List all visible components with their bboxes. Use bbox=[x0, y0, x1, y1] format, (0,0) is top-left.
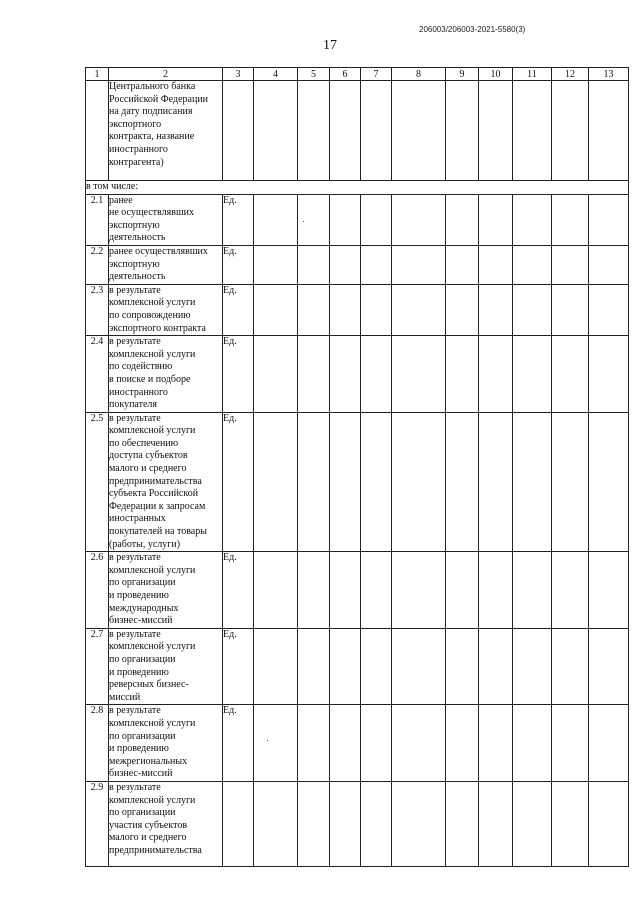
row-description: в результате комплексной услуги по организации и проведению межрегиональных бизнес-миссий bbox=[109, 705, 223, 782]
empty-value-cell bbox=[298, 336, 330, 413]
empty-value-cell bbox=[552, 781, 589, 866]
column-number: 10 bbox=[479, 68, 513, 81]
row-number: 2.9 bbox=[86, 781, 109, 866]
row-description: в результате комплексной услуги по сопровождению экспортного контракта bbox=[109, 284, 223, 335]
column-number: 6 bbox=[330, 68, 361, 81]
empty-value-cell bbox=[298, 781, 330, 866]
empty-value-cell bbox=[446, 284, 479, 335]
empty-value-cell bbox=[513, 552, 552, 629]
empty-value-cell bbox=[361, 412, 392, 552]
empty-value-cell bbox=[392, 705, 446, 782]
empty-value-cell bbox=[361, 284, 392, 335]
empty-value-cell bbox=[298, 245, 330, 284]
row-number: 2.3 bbox=[86, 284, 109, 335]
column-number: 12 bbox=[552, 68, 589, 81]
empty-value-cell bbox=[330, 284, 361, 335]
scan-speck bbox=[267, 740, 268, 741]
empty-value-cell bbox=[513, 705, 552, 782]
empty-value-cell bbox=[330, 628, 361, 705]
table-row bbox=[86, 781, 629, 866]
column-number-row bbox=[86, 68, 629, 81]
empty-value-cell bbox=[479, 705, 513, 782]
row-unit: Ед. bbox=[223, 705, 254, 782]
column-number: 3 bbox=[223, 68, 254, 81]
empty-value-cell bbox=[361, 552, 392, 629]
table-row bbox=[86, 628, 629, 705]
row-unit: Ед. bbox=[223, 336, 254, 413]
empty-value-cell bbox=[330, 194, 361, 245]
empty-value-cell bbox=[589, 781, 629, 866]
empty-value-cell bbox=[254, 552, 298, 629]
empty-value-cell bbox=[513, 245, 552, 284]
row-description: в результате комплексной услуги по организации и проведению реверсных бизнес- миссий bbox=[109, 628, 223, 705]
row-number: 2.2 bbox=[86, 245, 109, 284]
empty-value-cell bbox=[589, 336, 629, 413]
row-unit: Ед. bbox=[223, 245, 254, 284]
empty-value-cell bbox=[254, 336, 298, 413]
row-description: в результате комплексной услуги по организации и проведению международных бизнес-миссий bbox=[109, 552, 223, 629]
empty-value-cell bbox=[479, 336, 513, 413]
empty-value-cell bbox=[298, 628, 330, 705]
empty-value-cell bbox=[589, 194, 629, 245]
empty-value-cell bbox=[392, 194, 446, 245]
empty-value-cell bbox=[513, 336, 552, 413]
empty-value-cell bbox=[589, 552, 629, 629]
continuation-row bbox=[86, 81, 629, 181]
row-description: в результате комплексной услуги по обеспечению доступа субъектов малого и среднего предпринимательства субъекта Российской Федерации к запросам иностранных покупателей на товары (работы, услуги) bbox=[109, 412, 223, 552]
empty-value-cell bbox=[392, 284, 446, 335]
empty-value-cell bbox=[361, 245, 392, 284]
empty-value-cell bbox=[552, 245, 589, 284]
empty-value-cell bbox=[589, 412, 629, 552]
empty-value-cell bbox=[446, 336, 479, 413]
column-number: 9 bbox=[446, 68, 479, 81]
column-number: 11 bbox=[513, 68, 552, 81]
table-row bbox=[86, 194, 629, 245]
empty-value-cell bbox=[446, 781, 479, 866]
report-table bbox=[85, 67, 629, 867]
empty-value-cell bbox=[479, 194, 513, 245]
empty-value-cell bbox=[552, 284, 589, 335]
document-id: 206003/206003-2021-5580(3) bbox=[419, 25, 526, 34]
empty-value-cell bbox=[479, 412, 513, 552]
empty-value-cell bbox=[330, 245, 361, 284]
row-unit: Ед. bbox=[223, 284, 254, 335]
row-description: в результате комплексной услуги по организации участия субъектов малого и среднего предпринимательства bbox=[109, 781, 223, 866]
row-unit: Ед. bbox=[223, 552, 254, 629]
empty-value-cell bbox=[254, 245, 298, 284]
row-description: в результате комплексной услуги по содействию в поиске и подборе иностранного покупателя bbox=[109, 336, 223, 413]
empty-value-cell bbox=[254, 194, 298, 245]
table-row bbox=[86, 705, 629, 782]
row-number: 2.7 bbox=[86, 628, 109, 705]
empty-value-cell bbox=[298, 412, 330, 552]
row-number: 2.6 bbox=[86, 552, 109, 629]
empty-value-cell bbox=[254, 628, 298, 705]
column-number: 8 bbox=[392, 68, 446, 81]
empty-value-cell bbox=[330, 412, 361, 552]
empty-value-cell bbox=[298, 552, 330, 629]
column-number: 4 bbox=[254, 68, 298, 81]
empty-value-cell bbox=[446, 552, 479, 629]
empty-value-cell bbox=[392, 245, 446, 284]
empty-value-cell bbox=[392, 412, 446, 552]
column-number: 5 bbox=[298, 68, 330, 81]
including-label: в том числе: bbox=[86, 181, 629, 195]
row-unit: Ед. bbox=[223, 412, 254, 552]
empty-value-cell bbox=[254, 705, 298, 782]
empty-value-cell bbox=[552, 705, 589, 782]
empty-value-cell bbox=[589, 705, 629, 782]
row-number: 2.5 bbox=[86, 412, 109, 552]
empty-value-cell bbox=[552, 336, 589, 413]
empty-value-cell bbox=[552, 628, 589, 705]
row-unit: Ед. bbox=[223, 628, 254, 705]
table-row bbox=[86, 336, 629, 413]
row-number: 2.4 bbox=[86, 336, 109, 413]
empty-value-cell bbox=[589, 628, 629, 705]
empty-value-cell bbox=[361, 194, 392, 245]
empty-value-cell bbox=[479, 284, 513, 335]
page-number: 17 bbox=[323, 38, 337, 53]
empty-value-cell bbox=[330, 336, 361, 413]
empty-value-cell bbox=[330, 781, 361, 866]
empty-value-cell bbox=[513, 194, 552, 245]
empty-value-cell bbox=[392, 781, 446, 866]
empty-value-cell bbox=[361, 705, 392, 782]
table-row bbox=[86, 412, 629, 552]
empty-value-cell bbox=[330, 552, 361, 629]
empty-value-cell bbox=[330, 705, 361, 782]
row-unit bbox=[223, 781, 254, 866]
column-number: 13 bbox=[589, 68, 629, 81]
empty-value-cell bbox=[446, 245, 479, 284]
empty-value-cell bbox=[552, 412, 589, 552]
empty-value-cell bbox=[392, 336, 446, 413]
column-number: 7 bbox=[361, 68, 392, 81]
empty-value-cell bbox=[254, 412, 298, 552]
empty-value-cell bbox=[479, 628, 513, 705]
empty-value-cell bbox=[479, 245, 513, 284]
empty-value-cell bbox=[254, 284, 298, 335]
empty-value-cell bbox=[513, 781, 552, 866]
empty-value-cell bbox=[446, 194, 479, 245]
empty-value-cell bbox=[446, 705, 479, 782]
empty-value-cell bbox=[392, 552, 446, 629]
empty-value-cell bbox=[361, 336, 392, 413]
row-unit: Ед. bbox=[223, 194, 254, 245]
continuation-text: Центрального банка Российской Федерации на дату подписания экспортного контракта, название иностранного контрагента) bbox=[109, 81, 223, 181]
empty-value-cell bbox=[361, 781, 392, 866]
empty-value-cell bbox=[298, 194, 330, 245]
including-row bbox=[86, 181, 629, 195]
empty-value-cell bbox=[479, 781, 513, 866]
table-row bbox=[86, 245, 629, 284]
row-number: 2.1 bbox=[86, 194, 109, 245]
empty-value-cell bbox=[513, 412, 552, 552]
row-description: ранее не осуществлявших экспортную деятельность bbox=[109, 194, 223, 245]
empty-value-cell bbox=[361, 628, 392, 705]
empty-value-cell bbox=[254, 781, 298, 866]
empty-value-cell bbox=[479, 552, 513, 629]
empty-value-cell bbox=[298, 284, 330, 335]
empty-value-cell bbox=[552, 552, 589, 629]
empty-value-cell bbox=[392, 628, 446, 705]
column-number: 1 bbox=[86, 68, 109, 81]
empty-value-cell bbox=[513, 628, 552, 705]
empty-value-cell bbox=[589, 284, 629, 335]
empty-value-cell bbox=[552, 194, 589, 245]
row-number: 2.8 bbox=[86, 705, 109, 782]
table-row bbox=[86, 284, 629, 335]
empty-value-cell bbox=[589, 245, 629, 284]
row-description: ранее осуществлявших экспортную деятельность bbox=[109, 245, 223, 284]
empty-value-cell bbox=[513, 284, 552, 335]
scan-speck bbox=[303, 221, 304, 222]
empty-value-cell bbox=[298, 705, 330, 782]
empty-value-cell bbox=[446, 412, 479, 552]
column-number: 2 bbox=[109, 68, 223, 81]
table-row bbox=[86, 552, 629, 629]
empty-value-cell bbox=[446, 628, 479, 705]
